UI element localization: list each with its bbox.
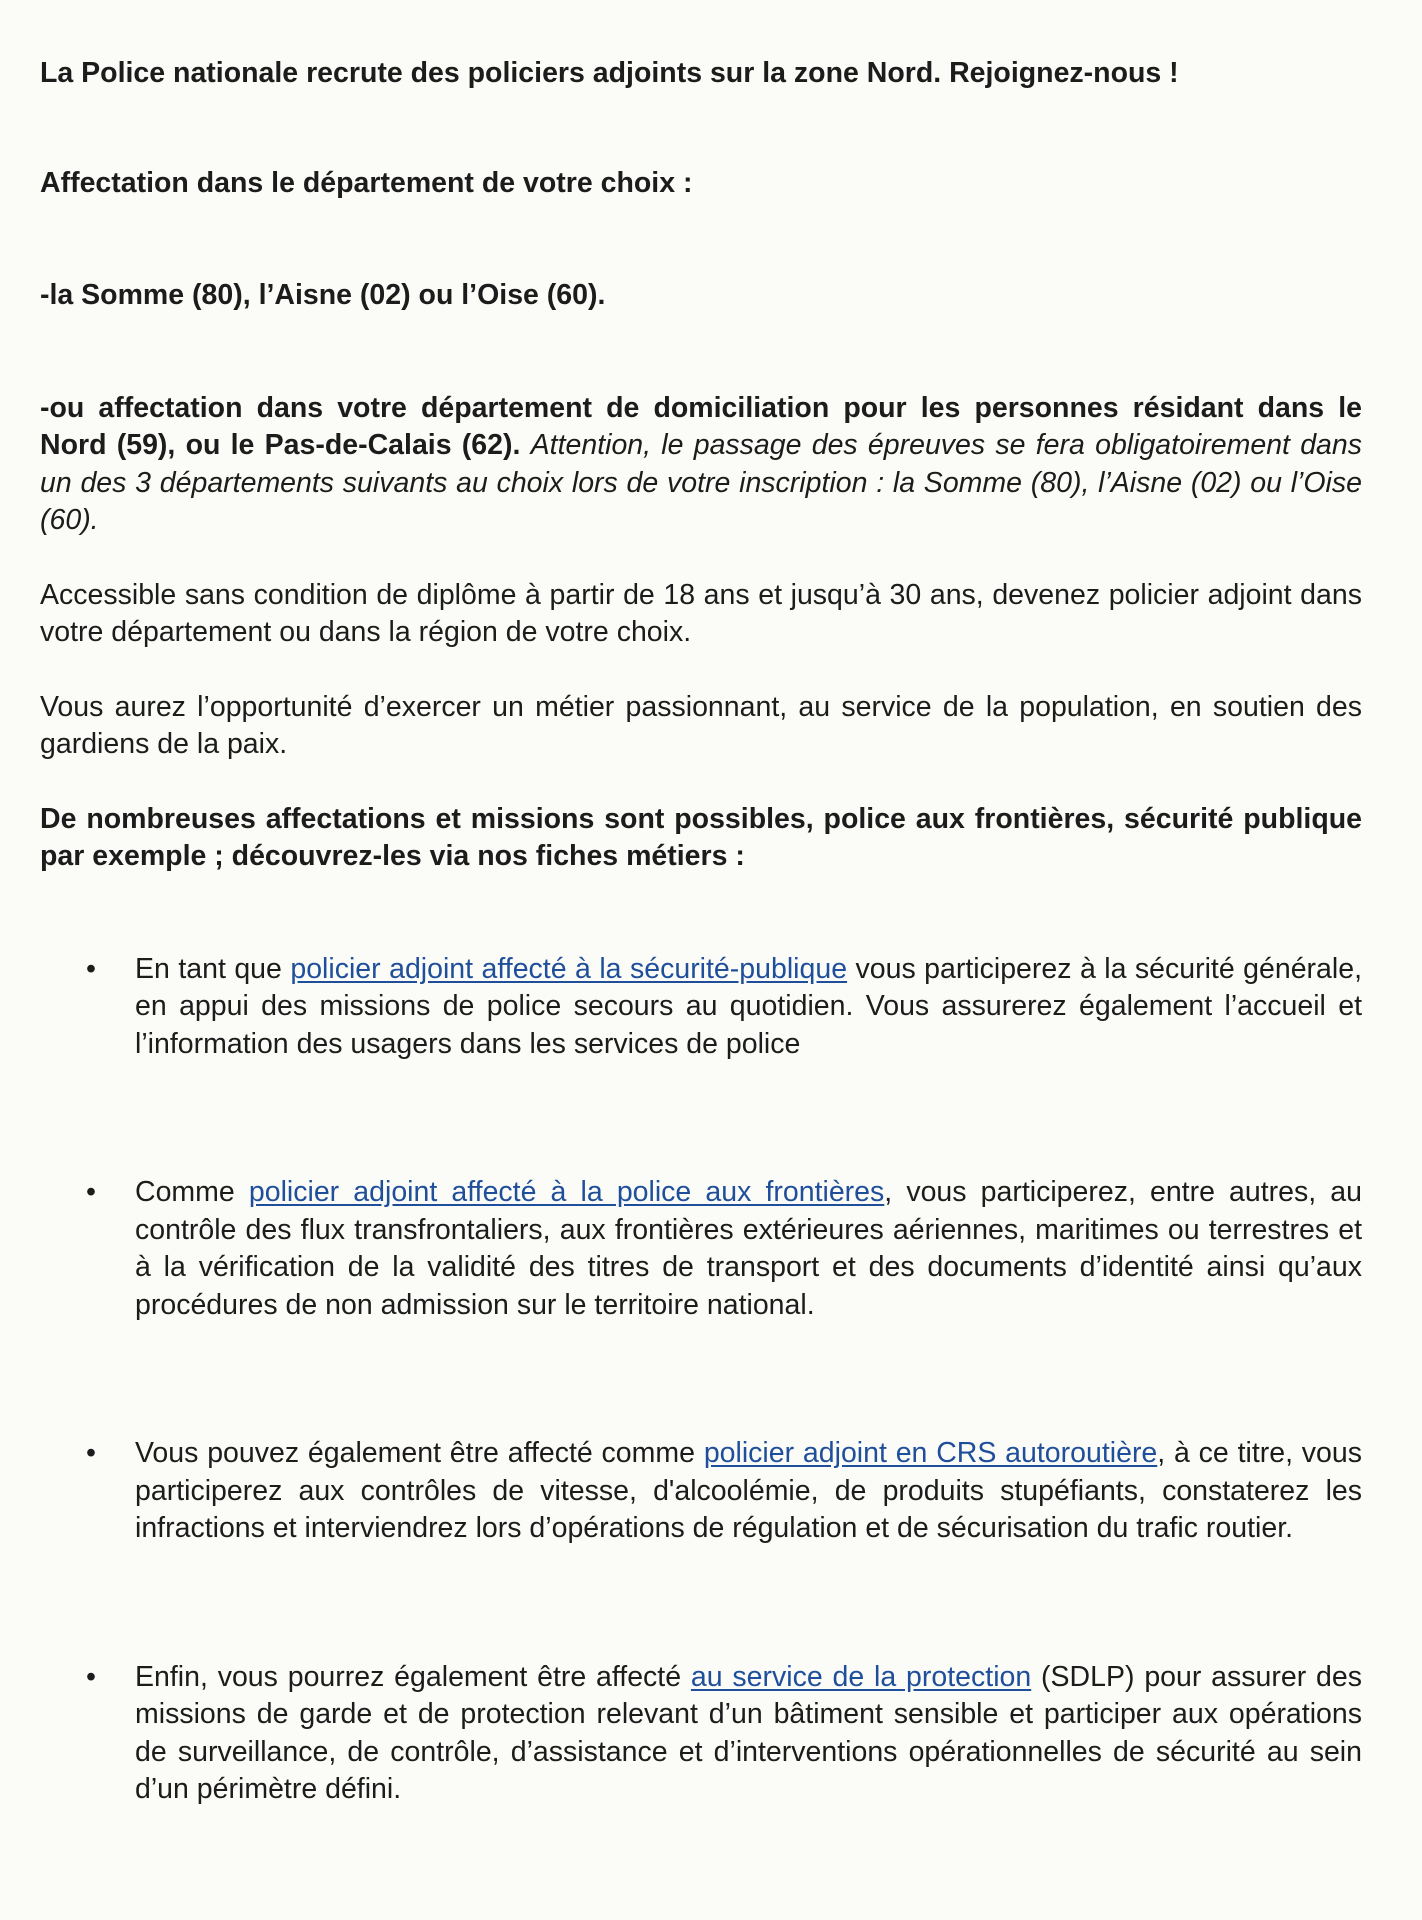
link-service-protection[interactable]: au service de la protection (690, 1660, 1032, 1693)
opportunite-paragraph: Vous aurez l’opportunité d’exercer un métier passionnant, au service de la population, en soutien des gardiens de la paix. (40, 690, 1362, 760)
option-somme-aisne-oise: -la Somme (80), l’Aisne (02) ou l’Oise (60). (40, 279, 606, 311)
bullet: • (86, 1660, 96, 1693)
list-item (40, 1659, 1362, 1809)
bullet: • (86, 952, 96, 985)
mission-text-after: , à ce titre, vous participerez aux contrôles de vitesse, d'alcoolémie, de produits stupéfiants, constaterez les infractions et interviendrez lors d’opérations de régulation et de sécurisation du trafic routier. (135, 1437, 1363, 1544)
option-domiciliation (40, 390, 1362, 540)
mission-text-after: , vous participerez, entre autres, au contrôle des flux transfrontaliers, aux frontières extérieures aériennes, maritimes ou terrestres et à la vérification de la validité des titres de transport et des documents d’identité ainsi qu’aux procédures de non admission sur le territoire national. (135, 1176, 1363, 1321)
mission-text-before: Comme (135, 1176, 249, 1208)
list-item (40, 951, 1362, 1064)
link-police-aux-frontieres[interactable]: policier adjoint affecté à la police aux frontières (248, 1176, 885, 1208)
missions-intro: De nombreuses affectations et missions sont possibles, police aux frontières, sécurité publique par exemple ; découvrez-les via nos fiches métiers : (40, 802, 1362, 872)
option-domiciliation-bold: -ou affectation dans votre département de domiciliation pour les personnes résidant dans le Nord (59), ou le Pas-de-Calais (62). (40, 391, 1362, 461)
list-item (40, 1435, 1362, 1548)
mission-text-before: Vous pouvez également être affecté comme (135, 1437, 704, 1469)
bullet: • (86, 1176, 96, 1208)
affectation-title: Affectation dans le département de votre choix : (40, 166, 693, 199)
mission-text-before: Enfin, vous pourrez également être affecté (135, 1660, 691, 1693)
recruitment-heading: La Police nationale recrute des policiers adjoints sur la zone Nord. Rejoignez-nous ! (40, 57, 1179, 89)
link-securite-publique[interactable]: policier adjoint affecté à la sécurité-publique (290, 952, 848, 985)
list-item (40, 1174, 1362, 1324)
link-crs-autoroutiere[interactable]: policier adjoint en CRS autoroutière (703, 1437, 1158, 1469)
document-page (40, 55, 1362, 1809)
mission-text-after: vous participerez à la sécurité générale, en appui des missions de police secours au quotidien. Vous assurerez également l’accueil et l’information des usagers dans les services de police (135, 952, 1362, 1060)
missions-list (40, 951, 1362, 1809)
accessible-paragraph: Accessible sans condition de diplôme à partir de 18 ans et jusqu’à 30 ans, devenez policier adjoint dans votre département ou dans la région de votre choix. (40, 578, 1362, 648)
mission-text-after: (SDLP) pour assurer des missions de garde et de protection relevant d’un bâtiment sensible et participer aux opérations de surveillance, de contrôle, d’assistance et d’interventions opérationnelles de sécurité au sein d’un périmètre défini. (135, 1660, 1362, 1805)
option-domiciliation-warning: Attention, le passage des épreuves se fera obligatoirement dans un des 3 départements suivants au choix lors de votre inscription : la Somme (80), l’Aisne (02) ou l’Oise (60). (40, 429, 1363, 536)
bullet: • (86, 1437, 96, 1469)
mission-text-before: En tant que (135, 952, 291, 985)
